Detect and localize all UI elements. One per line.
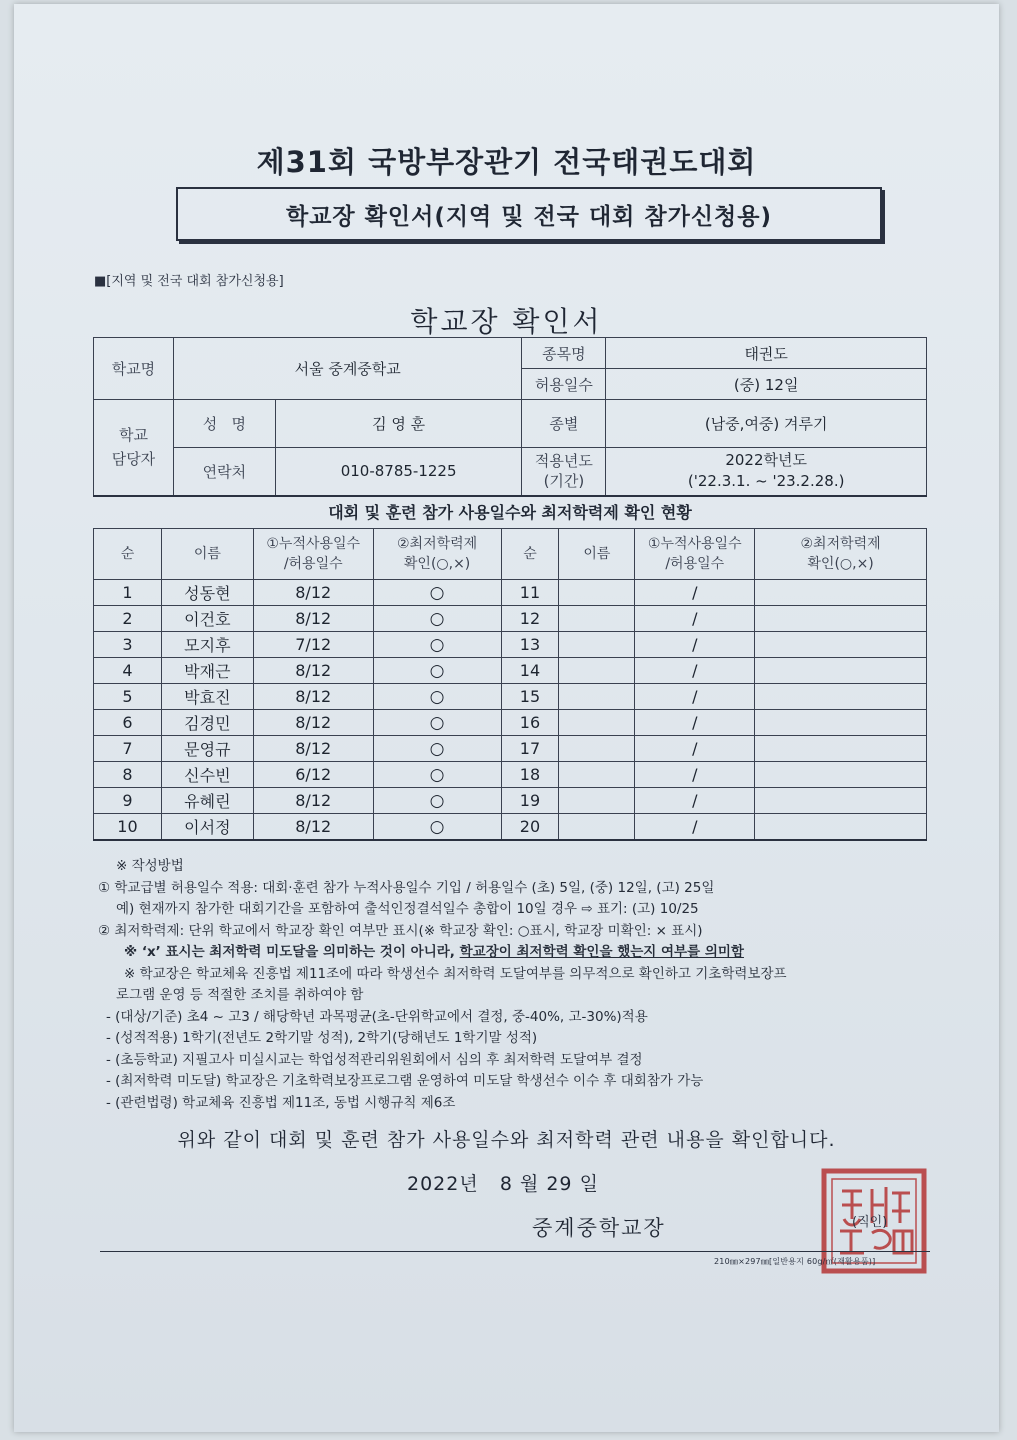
row-min-check: ○ xyxy=(373,684,501,710)
manager-label: 학교 담당자 xyxy=(94,400,174,496)
period-label: 적용년도 (기간) xyxy=(522,448,606,496)
row-days: / xyxy=(635,762,755,788)
row-days: 7/12 xyxy=(253,632,373,658)
category-label: 종별 xyxy=(522,400,606,448)
note-2-a xyxy=(98,942,948,964)
table-row xyxy=(94,658,927,684)
contact-label: 연락처 xyxy=(173,448,275,496)
note-2-a-text: ※ ‘x’ 표시는 최저학력 미도달을 의미하는 것이 아니라, xyxy=(124,944,460,960)
row-min-check: ○ xyxy=(373,736,501,762)
row-num: 15 xyxy=(501,684,559,710)
detail-5: - (관련법령) 학교체육 진흥법 제11조, 동법 시행규칙 제6조 xyxy=(106,1094,456,1111)
row-min-check: ○ xyxy=(373,788,501,814)
row-days: 8/12 xyxy=(253,736,373,762)
detail-2: - (성적적용) 1학기(전년도 2학기말 성적), 2학기(당해년도 1학기말 성적) xyxy=(106,1030,538,1046)
row-name: 성동현 xyxy=(161,580,253,606)
row-min-check xyxy=(755,710,927,736)
row-num: 14 xyxy=(501,658,559,684)
row-name: 김경민 xyxy=(161,710,253,736)
note-2-b: ※ 학교장은 학교체육 진흥법 제11조에 따라 학생선수 최저학력 도달여부를 의무적으로 확인하고 기초학력보장프 xyxy=(124,965,787,982)
row-name xyxy=(559,762,635,788)
row-days: 8/12 xyxy=(253,658,373,684)
confirmation-statement: 위와 같이 대회 및 훈련 참가 사용일수와 최저학력 관련 내용을 확인합니다. xyxy=(177,1129,836,1151)
row-num: 12 xyxy=(501,606,559,632)
header-name-right: 이름 xyxy=(559,529,635,580)
table-row xyxy=(94,736,927,762)
contact-value: 010-8785-1225 xyxy=(275,448,522,496)
row-name xyxy=(559,632,635,658)
paper-spec: 210㎜×297㎜[일반용지 60g/㎡(재활용품)] xyxy=(714,1257,876,1266)
issue-date: 2022년 8 월 29 일 xyxy=(407,1173,599,1195)
event-label: 종목명 xyxy=(522,338,606,369)
header-days-left: ①누적사용일수 /허용일수 xyxy=(253,529,373,580)
period-range: ('22.3.1. ~ '23.2.28.) xyxy=(687,472,845,491)
note-2-a-underlined: 학교장이 최저학력 확인을 했는지 여부를 의미함 xyxy=(459,944,744,960)
row-days: / xyxy=(635,632,755,658)
row-name: 박효진 xyxy=(161,684,253,710)
seal-mark-text: (직인) xyxy=(852,1215,888,1230)
table-row xyxy=(94,684,927,710)
row-days: 8/12 xyxy=(253,710,373,736)
school-label: 학교명 xyxy=(94,338,174,400)
header-name-left: 이름 xyxy=(161,529,253,580)
table-row xyxy=(94,762,927,788)
row-min-check: ○ xyxy=(373,632,501,658)
row-num: 16 xyxy=(501,710,559,736)
name-label: 성 명 xyxy=(173,400,275,448)
row-name: 모지후 xyxy=(161,632,253,658)
note-2-b-cont: 로그램 운영 등 적절한 조치를 취하여야 함 xyxy=(116,987,364,1003)
row-min-check: ○ xyxy=(373,606,501,632)
row-min-check: ○ xyxy=(373,580,501,606)
note-2: ② 최저학력제: 단위 학교에서 학교장 확인 여부만 표시(※ 학교장 확인: ○표시, 학교장 미확인: × 표시) xyxy=(98,922,703,939)
row-name xyxy=(559,710,635,736)
detail-3: - (초등학교) 지필고사 미실시교는 학업성적관리위원회에서 심의 후 최저학력 도달여부 결정 xyxy=(106,1051,643,1068)
table-row xyxy=(94,632,927,658)
period-year: 2022학년도 xyxy=(725,451,807,470)
row-min-check: ○ xyxy=(373,710,501,736)
row-min-check xyxy=(755,606,927,632)
note-1-example: 예) 현재까지 참가한 대회기간을 포함하여 출석인정결석일수 총합이 10일 경우 ⇨ 표기: (고) 10/25 xyxy=(116,901,699,917)
row-days: / xyxy=(635,658,755,684)
row-days: 8/12 xyxy=(253,580,373,606)
row-min-check xyxy=(755,762,927,788)
allowed-days-value: (중) 12일 xyxy=(606,369,927,400)
row-min-check xyxy=(755,658,927,684)
row-min-check: ○ xyxy=(373,658,501,684)
row-num: 20 xyxy=(501,814,559,841)
row-days: / xyxy=(635,710,755,736)
instructions xyxy=(98,856,948,1114)
row-min-check xyxy=(755,736,927,762)
divider xyxy=(100,1251,930,1252)
row-num: 2 xyxy=(94,606,162,632)
row-num: 13 xyxy=(501,632,559,658)
note-1: ① 학교급별 허용일수 적용: 대회·훈련 참가 누적사용일수 기입 / 허용일수 (초) 5일, (중) 12일, (고) 25일 xyxy=(98,879,715,896)
document-page xyxy=(14,4,999,1432)
row-days: 8/12 xyxy=(253,684,373,710)
table-row xyxy=(94,788,927,814)
row-name xyxy=(559,580,635,606)
table-row xyxy=(94,606,927,632)
row-days: 8/12 xyxy=(253,606,373,632)
header-min-left: ②최저학력제 확인(○,×) xyxy=(373,529,501,580)
row-name xyxy=(559,788,635,814)
section-title: 대회 및 훈련 참가 사용일수와 최저학력제 확인 현황 xyxy=(328,503,692,522)
header-num-right: 순 xyxy=(501,529,559,580)
row-name xyxy=(559,658,635,684)
row-num: 11 xyxy=(501,580,559,606)
row-min-check: ○ xyxy=(373,814,501,841)
row-min-check xyxy=(755,580,927,606)
row-num: 17 xyxy=(501,736,559,762)
row-num: 8 xyxy=(94,762,162,788)
row-num: 4 xyxy=(94,658,162,684)
row-name xyxy=(559,736,635,762)
table-row xyxy=(94,710,927,736)
row-num: 9 xyxy=(94,788,162,814)
document-subtitle: 학교장 확인서(지역 및 전국 대회 참가신청용) xyxy=(176,187,882,241)
row-name: 박재근 xyxy=(161,658,253,684)
table-row xyxy=(94,580,927,606)
row-num: 10 xyxy=(94,814,162,841)
row-min-check xyxy=(755,684,927,710)
row-num: 7 xyxy=(94,736,162,762)
row-num: 6 xyxy=(94,710,162,736)
header-num-left: 순 xyxy=(94,529,162,580)
table-row xyxy=(94,814,927,841)
row-name: 신수빈 xyxy=(161,762,253,788)
row-name xyxy=(559,684,635,710)
row-days: 8/12 xyxy=(253,814,373,841)
info-table xyxy=(93,337,927,497)
row-min-check xyxy=(755,632,927,658)
row-name: 이건호 xyxy=(161,606,253,632)
detail-1: - (대상/기준) 초4 ~ 고3 / 해당학년 과목평균(초-단위학교에서 결정, 중-40%, 고-30%)적용 xyxy=(106,1008,648,1025)
allowed-days-label: 허용일수 xyxy=(522,369,606,400)
category-value: (남중,여중) 겨루기 xyxy=(606,400,927,448)
row-num: 3 xyxy=(94,632,162,658)
row-num: 18 xyxy=(501,762,559,788)
school-value: 서울 중계중학교 xyxy=(173,338,522,400)
row-num: 1 xyxy=(94,580,162,606)
row-num: 5 xyxy=(94,684,162,710)
page-title: 제31회 국방부장관기 전국태권도대회 xyxy=(256,145,757,179)
row-name: 유혜린 xyxy=(161,788,253,814)
event-value: 태권도 xyxy=(606,338,927,369)
row-days: 8/12 xyxy=(253,788,373,814)
row-days: / xyxy=(635,606,755,632)
header-min-right: ②최저학력제 확인(○,×) xyxy=(755,529,927,580)
row-days: / xyxy=(635,580,755,606)
header-days-right: ①누적사용일수 /허용일수 xyxy=(635,529,755,580)
row-name: 이서정 xyxy=(161,814,253,841)
participants-table xyxy=(93,528,927,841)
row-days: / xyxy=(635,684,755,710)
form-tag: ■[지역 및 전국 대회 참가신청용] xyxy=(94,274,284,289)
row-name xyxy=(559,606,635,632)
row-days: / xyxy=(635,736,755,762)
row-days: 6/12 xyxy=(253,762,373,788)
row-min-check xyxy=(755,788,927,814)
form-title: 학교장 확인서 xyxy=(410,305,603,338)
row-days: / xyxy=(635,814,755,841)
row-min-check: ○ xyxy=(373,762,501,788)
name-value: 김 영 훈 xyxy=(275,400,522,448)
detail-4: - (최저학력 미도달) 학교장은 기초학력보장프로그램 운영하여 미도달 학생선수 이수 후 대회참가 가능 xyxy=(106,1073,704,1089)
row-days: / xyxy=(635,788,755,814)
row-min-check xyxy=(755,814,927,841)
row-name xyxy=(559,814,635,841)
row-num: 19 xyxy=(501,788,559,814)
row-name: 문영규 xyxy=(161,736,253,762)
notes-heading: ※ 작성방법 xyxy=(116,858,184,874)
signer-title: 중계중학교장 xyxy=(532,1216,666,1240)
